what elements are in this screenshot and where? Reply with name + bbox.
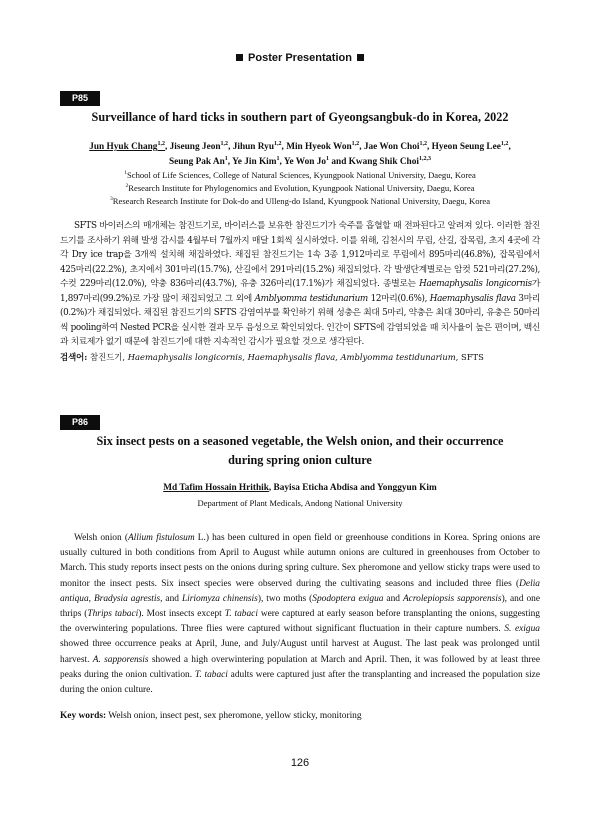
author-name: Seung Pak An [168,157,225,167]
author-name: and Kwang Shik Choi [329,157,419,167]
author-affil-sup: 1,2 [220,140,229,147]
presenting-author: Md Tafim Hossain Hrithik [163,483,269,493]
author-affil-sup: 1,2 [157,140,165,147]
species-name: T. tabaci [194,669,228,680]
affiliation-sup: 1 [124,170,127,177]
abstract-body [60,531,540,698]
abstract-title [60,432,540,470]
species-name: Haemaphysalis flava [429,293,516,304]
author-affil-sup: 1,2 [351,140,360,147]
body-text: , [88,593,94,604]
author-list [60,140,540,170]
abstract-id-badge: P86 [60,415,100,430]
body-text: showed a high overwintering population at March and April. Then, it was followed by at least three peaks during the onion cultivation. [60,654,540,680]
keywords-text: Welsh onion, insect pest, sex pheromone, yellow sticky, monitoring [106,711,362,721]
title-line: Six insect pests on a seasoned vegetable, the Welsh onion, and their occurrence [96,434,504,448]
author-line [60,140,540,155]
author-affil-sup: 1,2 [419,140,428,147]
author-name: Jun Hyuk Chang [89,142,158,152]
page-number: 126 [290,757,310,769]
body-text: L.) has been cultured in open field or greenhouse conditions in Korea. Spring onions are usually cultured in both conditions from April to August while autumn onions are cultured in greenhouses from October to March. This study reports insect pests on the onions during spring culture. Sex pheromone and yellow sticky traps were used to monitor the insect pests. Six insect species were observed during the cultivating seasons and included three flies ( [60,533,540,589]
author-name: , Jiseung Jeon [164,142,221,152]
affiliation-text: School of Life Sciences, College of Natural Sciences, Kyungpook National University, Daegu, Korea [126,170,476,180]
body-text: and [383,593,403,604]
author-sep: , [508,142,511,152]
author-list [60,481,540,496]
affiliation-list [60,169,540,208]
species-name: Bradysia agrestis [93,593,161,604]
species-name: T. tabaci [224,609,258,620]
keywords-text: 참진드기, [87,352,128,362]
square-bullet-icon [357,54,364,61]
author-name: , Hyeon Seung Lee [427,142,501,152]
species-name: Allium fistulosum [127,533,195,543]
keywords-text: Haemaphysalis longicornis, Haemaphysalis flava, Amblyomma testidunarium, [127,352,459,362]
abstract-id-badge: P85 [60,91,100,106]
author-line [60,155,540,170]
author-name: , Min Hyeok Won [281,142,352,152]
body-text: ). Most insects except [138,609,225,620]
keywords [60,351,540,363]
title-line: during spring onion culture [228,453,372,467]
species-name: Liriomyza chinensis [181,593,258,604]
species-name: A. sapporensis [92,654,149,665]
affiliation: Department of Plant Medicals, Andong National University [197,498,403,508]
species-name: Thrips tabaci [87,609,139,620]
author-name: , Ye Won Jo [279,157,327,167]
species-name: Amblyomma testidunarium [254,293,368,304]
body-text: Welsh onion ( [74,533,128,543]
author-name: , Bayisa Eticha Abdisa and Yonggyun Kim [268,483,437,493]
author-name: , Ye Jin Kim [227,157,277,167]
body-text: 3마리(0.2%)가 채집되었다. 채집된 참진드기의 SFTS 감염여부를 확인하기 위해 성충은 최대 5마리, 약충은 최대 30마리, 유충은 50마리씩 pooling하여 Nested PCR을 실시한 결과 모두 음성으로 확인되었다. 인간이 SFTS에 감염되었을 때 치사율이 높은 편이며, 백신과 치료제가 없기 때문에 참진드기에 대한 지속적인 감시가 필요할 것으로 생각된다. [60,293,540,347]
affiliation-text: Research Institute for Phylogenomics and Evolution, Kyungpook National University, Daegu, Korea [128,183,475,193]
body-text: 12마리(0.6%), [367,293,430,304]
presenting-author [89,142,165,152]
section-header [0,52,600,64]
square-bullet-icon [236,54,243,61]
author-affil-sup: 1,2 [274,140,282,147]
keywords-label: Key words: [60,711,107,721]
abstract-title: Surveillance of hard ticks in southern part of Gyeongsangbuk-do in Korea, 2022 [91,110,509,124]
section-header-label: Poster Presentation [248,52,352,64]
author-affil-sup: 1 [326,155,330,162]
species-name: Acrolepiopsis sapporensis [402,593,502,604]
keywords [60,711,540,721]
body-text: ), two moths ( [257,593,313,604]
keywords-text: SFTS [458,352,484,362]
body-text: were captured at early season before transplanting the onions, suggesting the overwintering populations. Three flies were captured without significant fluctuation in their capture numbers. [60,609,540,635]
species-name: Delia antiqua [60,578,540,604]
affiliation [60,169,540,182]
species-name: Haemaphysalis longicornis [419,279,532,289]
abstract-body [60,219,540,350]
affiliation-text: Research Research Institute for Dok-do and Ulleng-do Island, Kyungpook National University, Daegu, Korea [112,196,491,206]
species-name: S. exigua [504,624,540,635]
affiliation [60,182,540,195]
author-affil-sup: 1 [276,155,280,162]
affiliation-sup: 2 [125,183,129,190]
body-text: ), and one thrips ( [60,593,541,620]
affiliation [60,195,540,208]
author-name: , Jihun Ryu [228,142,274,152]
body-text: showed three occurrence peaks at April, June, and July/August until harvest at August. The last peak was prolonged until harvest. [60,639,540,665]
body-text: 가 1,897마리(99.2%)로 가장 많이 채집되었고 그 외에 [60,279,540,304]
author-name: , Jae Won Choi [359,142,420,152]
body-text: , and [160,593,182,604]
keywords-label: 검색어: [60,352,88,362]
author-affil-sup: 1 [224,155,228,162]
affiliation-sup: 3 [109,196,113,203]
body-text: adults were captured just after the transplanting and increased the population size during the onion culture. [60,669,541,696]
author-affil-sup: 1,2,3 [418,155,432,162]
species-name: Spodoptera exigua [312,593,384,604]
body-text: SFTS 바이러스의 매개체는 참진드기로, 바이러스를 보유한 참진드기가 숙주를 흡혈할 때 전파된다고 알려져 있다. 이러한 참진드기를 조사하기 위해 발생 감시를 4월부터 7월까지 매달 1회씩 실시하였다. 이를 위해, 김천시의 무림, 산길, 잡목림, 초지 4곳에 각각 Dry ice trap을 3개씩 설치해 채집하였다. 채집된 참진드기는 1속 3종 1,912마리로 무림에서 895마리(46.8%), 잡목림에서 425마리(22.2%), 초지에서 301마리(15.7%), 산길에서 291마리(15.2%) 채집되었다. 각 발생단계별로는 암컷 521마리(27.2%), 수컷 229마리(12.0%), 약충 836마리(43.7%), 유충 326마리(17.1%)가 채집되었다. 종별로는 [60,221,540,289]
author-affil-sup: 1,2 [500,140,509,147]
